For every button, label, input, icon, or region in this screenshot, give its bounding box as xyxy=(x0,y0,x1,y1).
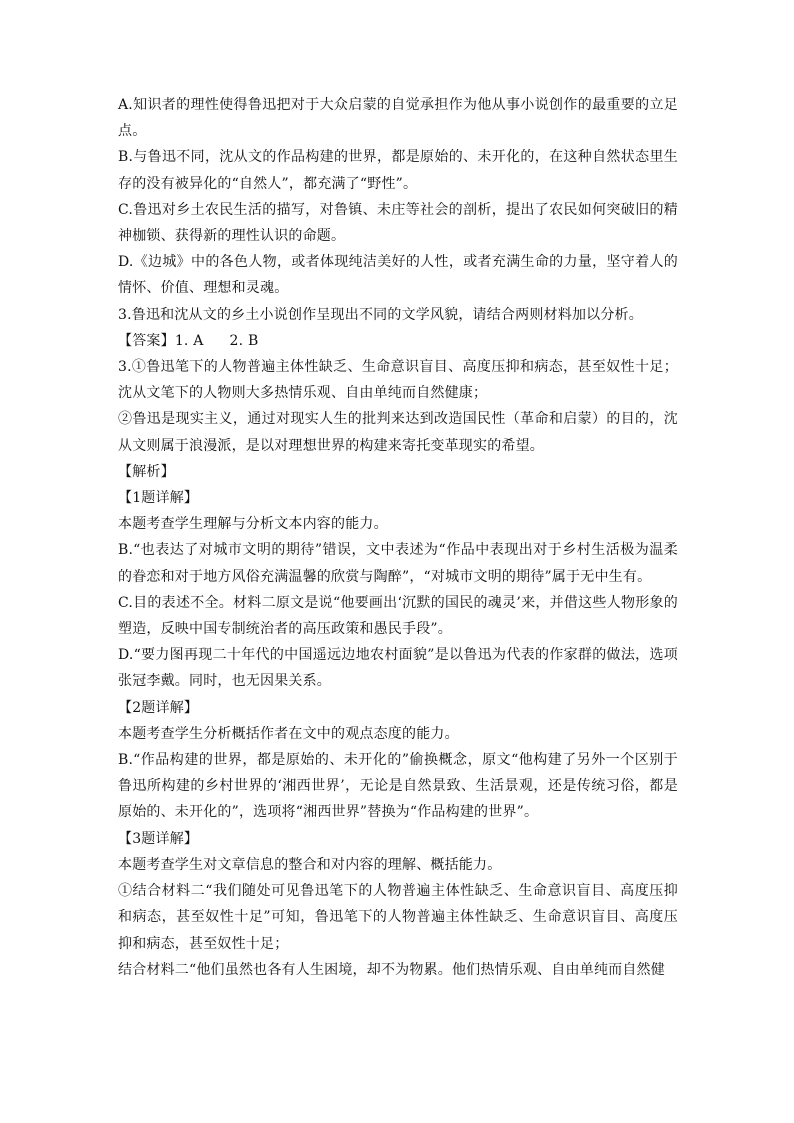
question-3: 3.鲁迅和沈从文的乡土小说创作呈现出不同的文学风貌，请结合两则材料加以分析。 xyxy=(118,306,643,323)
answer-3-part-2: ②鲁迅是现实主义，通过对现实人生的批判来达到改造国民性（革命和启蒙）的目的，沈从文则属于浪漫派，是以对理想世界的构建来寄托变革现实的希望。 xyxy=(118,411,678,454)
option-c: C.鲁迅对乡土农民生活的描写，对鲁镇、未庄等社会的剖析，提出了农民如何突破旧的精神枷锁、获得新的理性认识的命题。 xyxy=(118,201,678,245)
q1-line: D.“要力图再现二十年代的中国遥远边地农村面貌”是以鲁迅为代表的作家群的做法，选项张冠李戴。同时，也无因果关系。 xyxy=(118,647,678,690)
answer-2: 2. B xyxy=(229,332,259,349)
q1-title: 【1题详解】 xyxy=(118,490,199,507)
option-b: B.与鲁迅不同，沈从文的作品构建的世界，都是原始的、未开化的，在这种自然状态里生存的没有被异化的“自然人”，都充满了“野性”。 xyxy=(118,149,678,192)
q2-line: 本题考查学生分析概括作者在文中的观点态度的能力。 xyxy=(118,725,459,742)
document-body xyxy=(118,92,678,983)
q1-line: B.“也表达了对城市文明的期待”错误，文中表述为“作品中表现出对于乡村生活极为温柔的眷恋和对于地方风俗充满温馨的欣赏与陶醉”，“对城市文明的期待”属于无中生有。 xyxy=(118,542,678,585)
option-d: D.《边城》中的各色人物，或者体现纯洁美好的人性，或者充满生命的力量，坚守着人的情怀、价值、理想和灵魂。 xyxy=(118,254,678,297)
answer-label: 【答案】 xyxy=(118,332,175,349)
analysis-label: 【解析】 xyxy=(118,463,175,480)
q3-title: 【3题详解】 xyxy=(118,830,199,847)
answer-1: 1. A xyxy=(174,332,204,349)
option-a: A.知识者的理性使得鲁迅把对于大众启蒙的自觉承担作为他从事小说创作的最重要的立足点。 xyxy=(118,97,678,140)
q1-line: 本题考查学生理解与分析文本内容的能力。 xyxy=(118,516,388,533)
q2-line: B.“作品构建的世界，都是原始的、未开化的”偷换概念，原文“他构建了另外一个区别于鲁迅所构建的乡村世界的‘湘西世界’，无论是自然景致、生活景观，还是传统习俗，都是原始的、未开化的”，选项将“湘西世界”替换为“作品构建的世界”。 xyxy=(118,752,678,821)
q3-line: 本题考查学生对文章信息的整合和对内容的理解、概括能力。 xyxy=(118,856,502,873)
answer-3-part-1: 3.①鲁迅笔下的人物普遍主体性缺乏、生命意识盲目、高度压抑和病态，甚至奴性十足；沈从文笔下的人物则大多热情乐观、自由单纯而自然健康； xyxy=(118,359,678,402)
q3-line: ①结合材料二“我们随处可见鲁迅笔下的人物普遍主体性缺乏、生命意识盲目、高度压抑和病态，甚至奴性十足”可知，鲁迅笔下的人物普遍主体性缺乏、生命意识盲目、高度压抑和病态，甚至奴性十足； xyxy=(118,883,678,952)
q1-line: C.目的表述不全。材料二原文是说“他要画出‘沉默的国民的魂灵’来，并借这些人物形象的塑造，反映中国专制统治者的高压政策和愚民手段”。 xyxy=(118,594,678,638)
answer-line xyxy=(118,328,678,354)
q3-line: 结合材料二“他们虽然也各有人生困境，却不为物累。他们热情乐观、自由单纯而自然健 xyxy=(118,961,665,978)
q2-title: 【2题详解】 xyxy=(118,699,199,716)
